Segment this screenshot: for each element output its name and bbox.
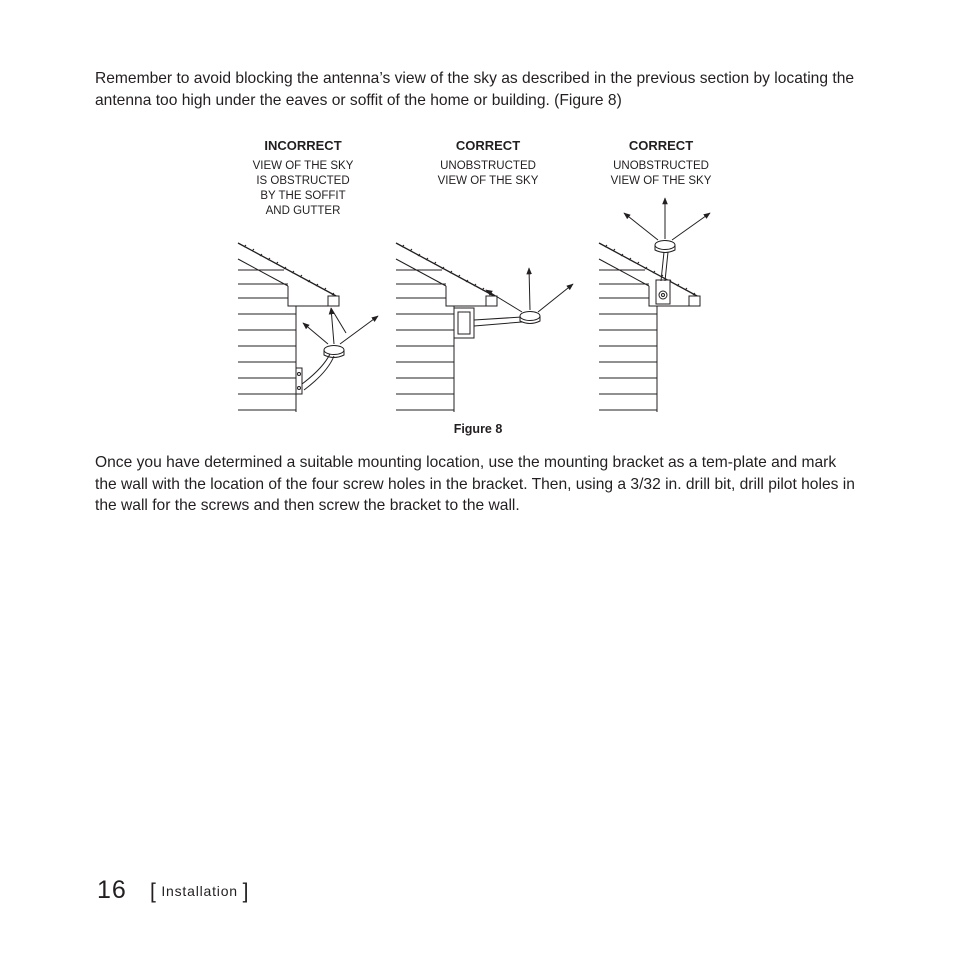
panel-2-line-2: VIEW OF THE SKY (437, 175, 539, 187)
panel-3-title: CORRECT (628, 138, 694, 153)
panel-3-line-1: UNOBSTRUCTED (613, 160, 709, 172)
panel-correct-2-caption (611, 138, 712, 187)
panel-2-title: CORRECT (455, 138, 521, 153)
figure-label: Figure 8 (453, 422, 503, 436)
panel-correct-1-caption (438, 138, 539, 187)
panel-1-line-3: BY THE SOFFIT (260, 190, 346, 202)
panel-1-title: INCORRECT (264, 138, 342, 153)
house-correct-roof (599, 198, 710, 412)
page-number: 16 (97, 876, 127, 904)
section-name: Installation (161, 883, 238, 899)
bracket-close: ] (242, 880, 250, 903)
panel-1-line-4: AND GUTTER (265, 205, 341, 217)
house-incorrect (238, 243, 378, 412)
panel-2-line-1: UNOBSTRUCTED (440, 160, 536, 172)
instructions-paragraph: Once you have determined a suitable mounting location, use the mounting bracket as a tem-plate and mark the wall with the location of the four screw holes in the bracket. Then, using a 3/32 in. drill bit, drill pilot holes in the wall for the screws and then screw the bracket to the wall. (95, 454, 855, 514)
bracket-open: [ (150, 880, 157, 903)
panel-1-line-1: VIEW OF THE SKY (252, 160, 354, 172)
panel-1-line-2: IS OBSTRUCTED (256, 175, 350, 187)
panel-3-line-2: VIEW OF THE SKY (610, 175, 712, 187)
section-label (150, 880, 249, 904)
intro-paragraph: Remember to avoid blocking the antenna’s view of the sky as described in the previous section by locating the antenna too high under the eaves or soffit of the home or building. (Figure 8) (95, 70, 855, 109)
house-correct-bracket (396, 243, 573, 412)
panel-incorrect-caption (253, 138, 354, 217)
